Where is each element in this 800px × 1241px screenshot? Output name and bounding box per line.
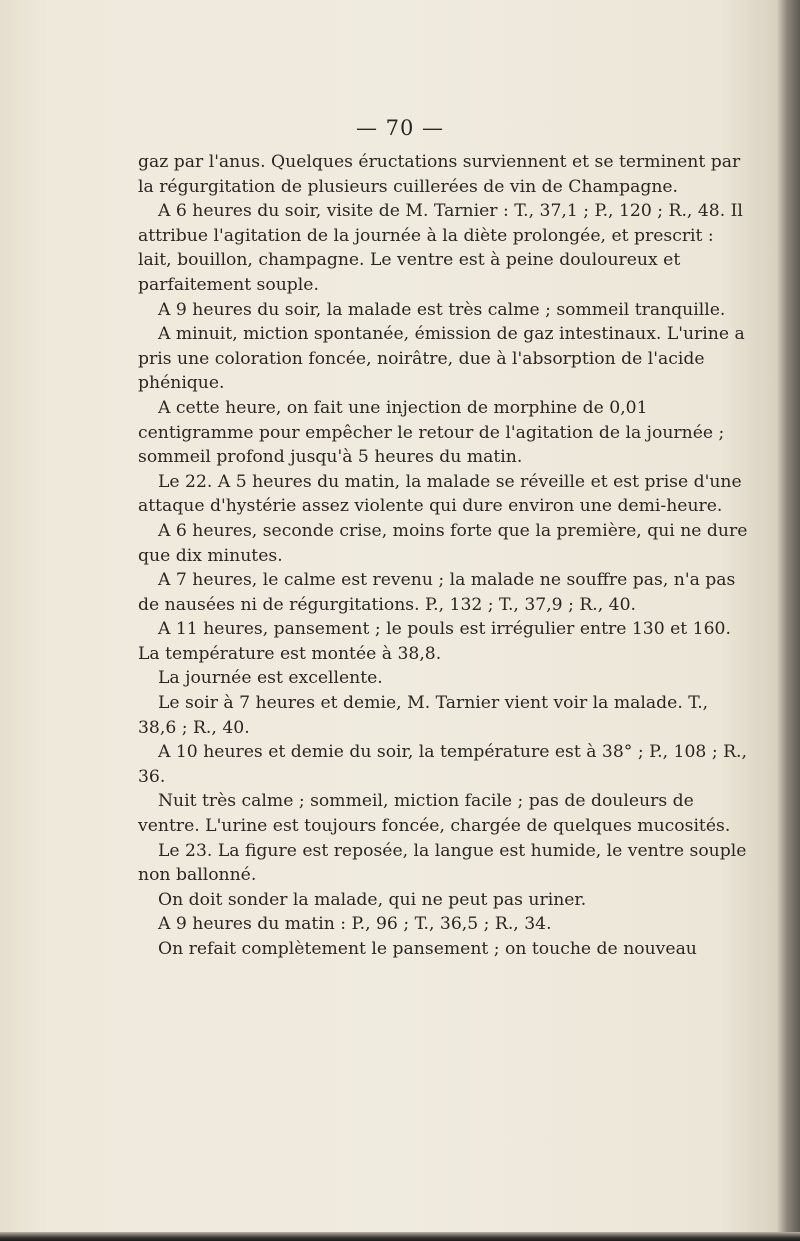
paragraph-10: La journée est excellente. <box>158 668 383 689</box>
paragraph-2: A 6 heures du soir, visite de M. Tarnier : T., 37,1 ; P., 120 ; R., 48. Il attribue l'agitation de la journée à la diète prolongée, et prescrit : lait, bouillon, champagne. Le ventre est à peine douloureux et parfaitement souple. <box>138 201 743 295</box>
paragraph-4: A minuit, miction spontanée, émission de gaz intestinaux. L'urine a pris une coloration foncée, noirâtre, due à l'absorption de l'acide phénique. <box>138 324 745 394</box>
paragraph-11: Le soir à 7 heures et demie, M. Tarnier vient voir la malade. T., 38,6 ; R., 40. <box>138 693 709 738</box>
paragraph-6: Le 22. A 5 heures du matin, la malade se réveille et est prise d'une attaque d'hystérie assez violente qui dure environ une demi-heure. <box>138 471 742 517</box>
book-spine-shadow <box>778 0 800 1241</box>
paragraph-14: Le 23. La figure est reposée, la langue est humide, le ventre souple non ballonné. <box>138 840 747 886</box>
paragraph-9: A 11 heures, pansement ; le pouls est irrégulier entre 130 et 160. La température est montée à 38,8. <box>138 619 731 664</box>
body-text <box>138 150 750 962</box>
paragraph-3: A 9 heures du soir, la malade est très calme ; sommeil tranquille. <box>158 299 726 320</box>
page-number: — 70 — <box>355 116 445 140</box>
paragraph-1: gaz par l'anus. Quelques éructations surviennent et se terminent par la régurgitation de plusieurs cuillerées de vin de Champagne. <box>138 152 741 197</box>
paragraph-16: A 9 heures du matin : P., 96 ; T., 36,5 ; R., 34. <box>158 914 552 935</box>
paragraph-8: A 7 heures, le calme est revenu ; la malade ne souffre pas, n'a pas de nausées ni de régurgitations. P., 132 ; T., 37,9 ; R., 40. <box>138 570 736 615</box>
paragraph-13: Nuit très calme ; sommeil, miction facile ; pas de douleurs de ventre. L'urine est toujours foncée, chargée de quelques mucosités. <box>138 791 731 837</box>
page-bottom-edge <box>0 1232 800 1241</box>
paragraph-17: On refait complètement le pansement ; on touche de nouveau <box>158 939 697 959</box>
paragraph-15: On doit sonder la malade, qui ne peut pas uriner. <box>158 889 587 910</box>
paragraph-5: A cette heure, on fait une injection de morphine de 0,01 centigramme pour empêcher le retour de l'agitation de la journée ; sommeil profond jusqu'à 5 heures du matin. <box>138 397 725 468</box>
paragraph-7: A 6 heures, seconde crise, moins forte que la première, qui ne dure que dix minutes. <box>138 520 748 566</box>
paragraph-12: A 10 heures et demie du soir, la température est à 38° ; P., 108 ; R., 36. <box>138 742 747 787</box>
